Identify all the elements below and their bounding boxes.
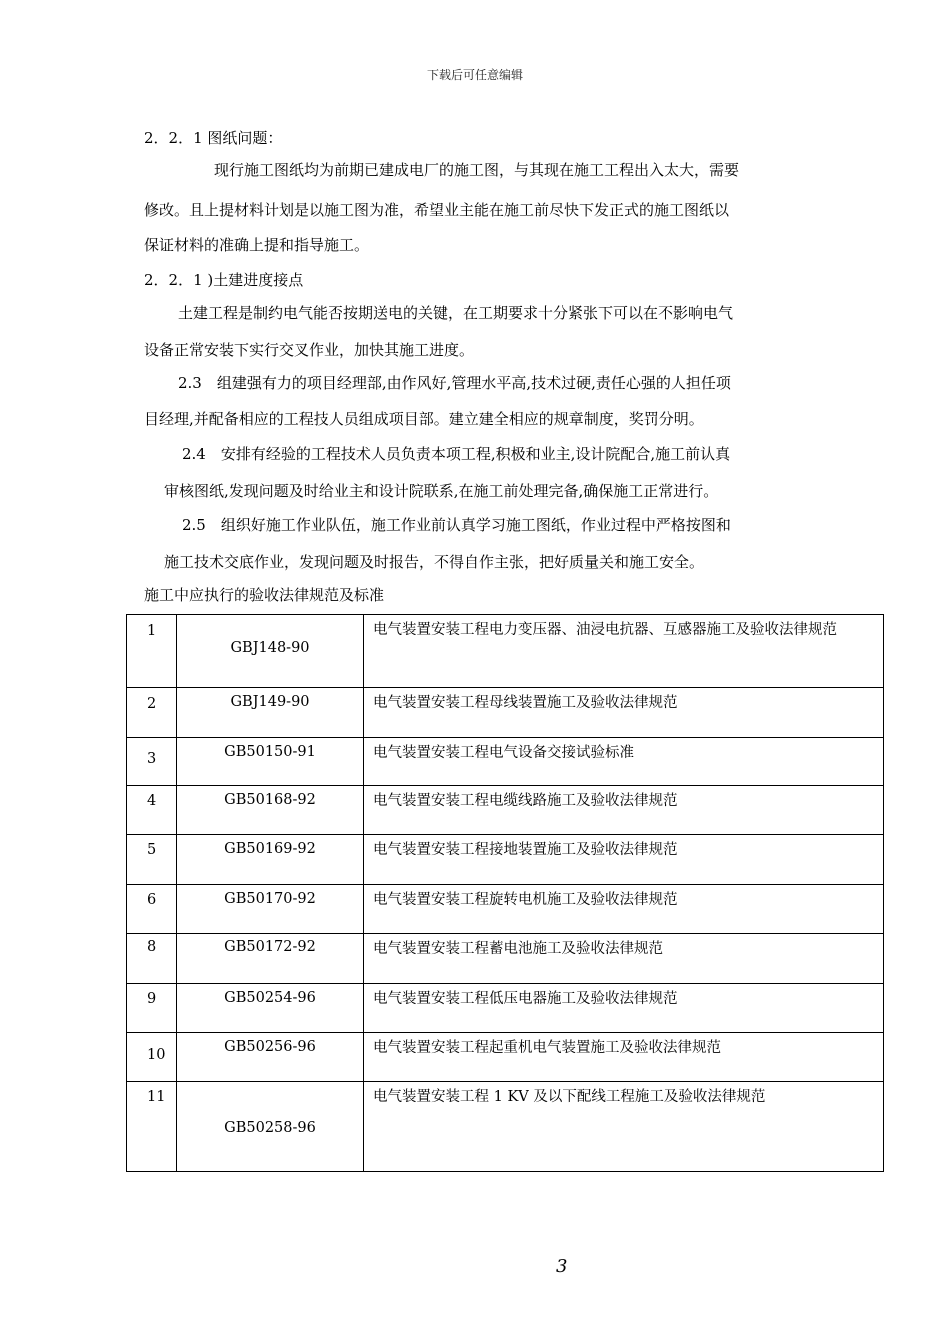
standard-code: GB50150-91: [177, 738, 364, 786]
paragraph-line: 2．2．1 )土建进度接点: [144, 271, 304, 289]
standard-title: 电气装置安装工程起重机电气装置施工及验收法律规范: [364, 1033, 884, 1082]
standard-code: GB50168-92: [177, 786, 364, 835]
paragraph-line: 土建工程是制约电气能否按期送电的关键，在工期要求十分紧张下可以在不影响电气: [178, 304, 734, 322]
standard-title: 电气装置安装工程接地装置施工及验收法律规范: [364, 835, 884, 885]
table-row: [127, 984, 884, 1033]
standard-code: GB50256-96: [177, 1033, 364, 1082]
paragraph-line: 设备正常安装下实行交叉作业，加快其施工进度。: [144, 341, 475, 359]
standards-table: [126, 614, 884, 1172]
table-row: [127, 1033, 884, 1082]
row-number: 9: [127, 984, 177, 1033]
standard-code: GB50254-96: [177, 984, 364, 1033]
row-number: 8: [127, 934, 177, 984]
standard-code: GB50170-92: [177, 885, 364, 934]
row-number: 1: [127, 615, 177, 688]
row-number: 10: [127, 1033, 177, 1082]
paragraph-line: 保证材料的准确上提和指导施工。: [144, 236, 370, 254]
paragraph-line: 审核图纸,发现问题及时给业主和设计院联系,在施工前处理完备,确保施工正常进行。: [164, 482, 719, 500]
paragraph-line: 2．2．1 图纸问题：: [144, 129, 283, 147]
table-row: [127, 934, 884, 984]
table-row: [127, 1082, 884, 1172]
standard-title: 电气装置安装工程蓄电池施工及验收法律规范: [364, 934, 884, 984]
standard-code: GB50169-92: [177, 835, 364, 885]
row-number: 2: [127, 688, 177, 738]
paragraph-line: 施工技术交底作业，发现问题及时报告，不得自作主张，把好质量关和施工安全。: [164, 553, 705, 571]
standard-title: 电气装置安装工程电力变压器、油浸电抗器、互感器施工及验收法律规范: [364, 615, 884, 688]
paragraph-line: 2.3 组建强有力的项目经理部,由作风好,管理水平高,技术过硬,责任心强的人担任项: [178, 374, 731, 392]
paragraph-line: 修改。且上提材料计划是以施工图为准，希望业主能在施工前尽快下发正式的施工图纸以: [144, 201, 730, 219]
standard-code: GBJ148-90: [177, 615, 364, 688]
paragraph-line: 2.5 组织好施工作业队伍，施工作业前认真学习施工图纸，作业过程中严格按图和: [182, 516, 731, 534]
standard-code: GB50258-96: [177, 1082, 364, 1172]
standard-code: GB50172-92: [177, 934, 364, 984]
standard-title: 电气装置安装工程 1 KV 及以下配线工程施工及验收法律规范: [364, 1082, 884, 1172]
table-row: [127, 615, 884, 688]
table-row: [127, 835, 884, 885]
paragraph-line: 目经理,并配备相应的工程技人员组成项目部。建立建全相应的规章制度，奖罚分明。: [144, 410, 704, 428]
paragraph-line: 施工中应执行的验收法律规范及标准: [144, 586, 385, 604]
standard-title: 电气装置安装工程母线装置施工及验收法律规范: [364, 688, 884, 738]
standard-title: 电气装置安装工程低压电器施工及验收法律规范: [364, 984, 884, 1033]
row-number: 6: [127, 885, 177, 934]
standard-title: 电气装置安装工程电缆线路施工及验收法律规范: [364, 786, 884, 835]
table-row: [127, 738, 884, 786]
standard-title: 电气装置安装工程电气设备交接试验标准: [364, 738, 884, 786]
page-number: 3: [556, 1256, 568, 1277]
row-number: 5: [127, 835, 177, 885]
table-row: [127, 885, 884, 934]
paragraph-line: 现行施工图纸均为前期已建成电厂的施工图，与其现在施工工程出入太大，需要: [214, 161, 740, 179]
table-row: [127, 688, 884, 738]
row-number: 4: [127, 786, 177, 835]
table-row: [127, 786, 884, 835]
row-number: 11: [127, 1082, 177, 1172]
page-header: 下载后可任意编辑: [426, 68, 523, 82]
paragraph-line: 2.4 安排有经验的工程技术人员负责本项工程,积极和业主,设计院配合,施工前认真: [182, 445, 731, 463]
standard-code: GBJ149-90: [177, 688, 364, 738]
row-number: 3: [127, 738, 177, 786]
standard-title: 电气装置安装工程旋转电机施工及验收法律规范: [364, 885, 884, 934]
